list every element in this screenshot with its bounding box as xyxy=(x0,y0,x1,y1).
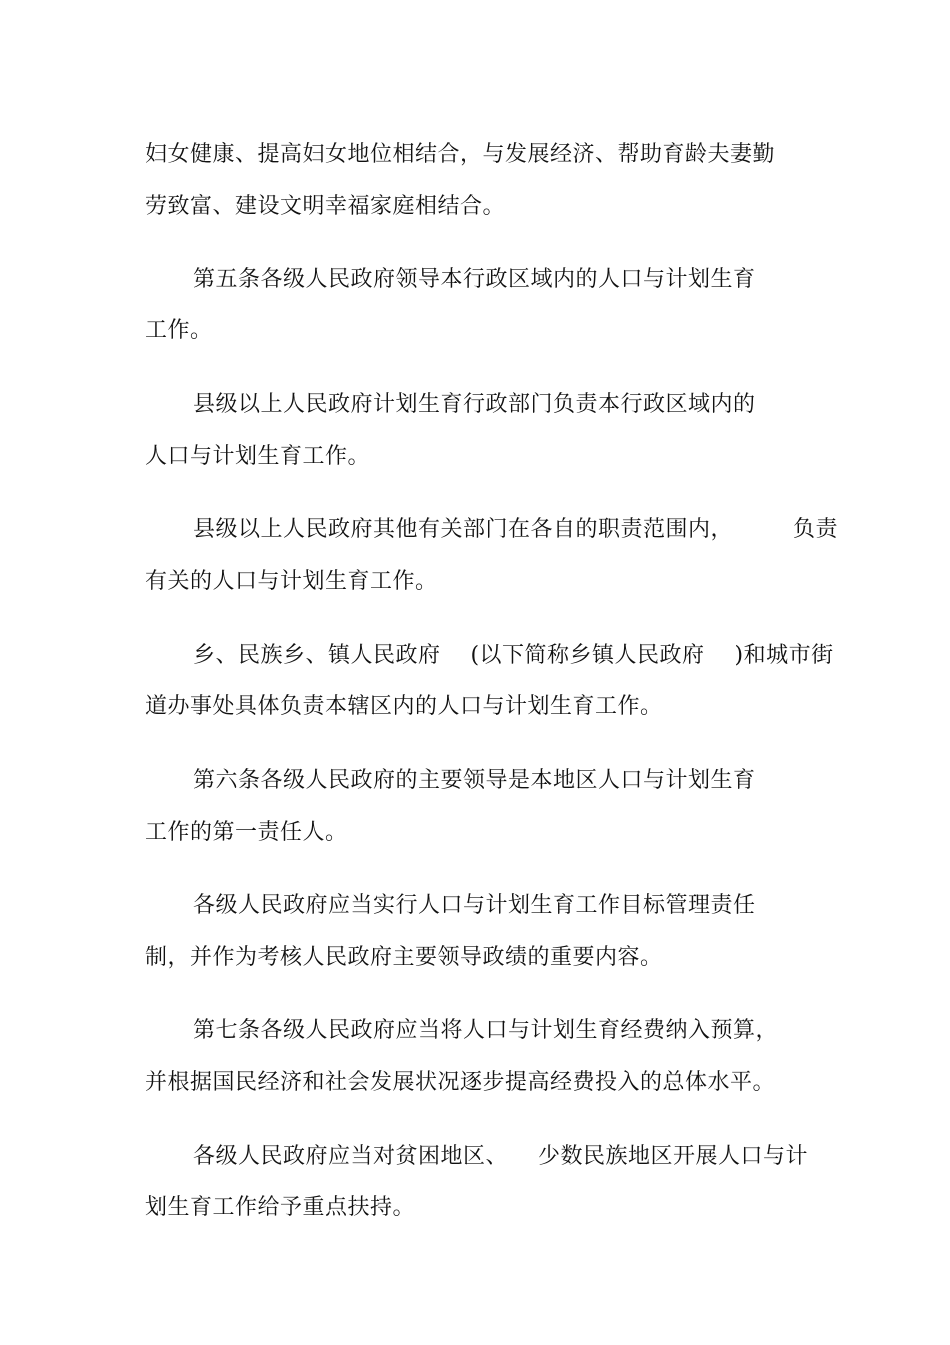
text-line: 各级人民政府应当实行人口与计划生育工作目标管理责任 xyxy=(193,893,756,918)
text-line: 制，并作为考核人民政府主要领导政绩的重要内容。 xyxy=(145,945,663,970)
text-line: 劳致富、建设文明幸福家庭相结合。 xyxy=(145,194,506,219)
text-line: 有关的人口与计划生育工作。 xyxy=(145,569,438,594)
text-line: 人口与计划生育工作。 xyxy=(145,444,371,469)
text-line: 县级以上人民政府其他有关部门在各自的职责范围内， 负责 xyxy=(193,517,838,542)
text-line: 县级以上人民政府计划生育行政部门负责本行政区域内的 xyxy=(193,392,756,417)
text-line: 各级人民政府应当对贫困地区、 少数民族地区开展人口与计 xyxy=(193,1144,808,1169)
paragraph-article-5-line-2: 工作。 xyxy=(145,318,213,343)
paragraph-article-6-line-2: 工作的第一责任人。 xyxy=(145,820,348,845)
text-line: 乡、民族乡、镇人民政府 (以下简称乡镇人民政府 )和城市街 xyxy=(193,643,834,668)
paragraph-article-5-line-1: 第五条各级人民政府领导本行政区域内的人口与计划生育 xyxy=(193,267,756,292)
paragraph-article-7-line-2: 并根据国民经济和社会发展状况逐步提高经费投入的总体水平。 xyxy=(145,1070,776,1095)
text-line: 划生育工作给予重点扶持。 xyxy=(145,1195,416,1220)
paragraph-article-6-line-1: 第六条各级人民政府的主要领导是本地区人口与计划生育 xyxy=(193,768,756,793)
text-line: 道办事处具体负责本辖区内的人口与计划生育工作。 xyxy=(145,694,663,719)
text-line: 妇女健康、提高妇女地位相结合，与发展经济、帮助育龄夫妻勤 xyxy=(145,142,776,167)
paragraph-article-7-line-1: 第七条各级人民政府应当将人口与计划生育经费纳入预算， xyxy=(193,1018,779,1043)
